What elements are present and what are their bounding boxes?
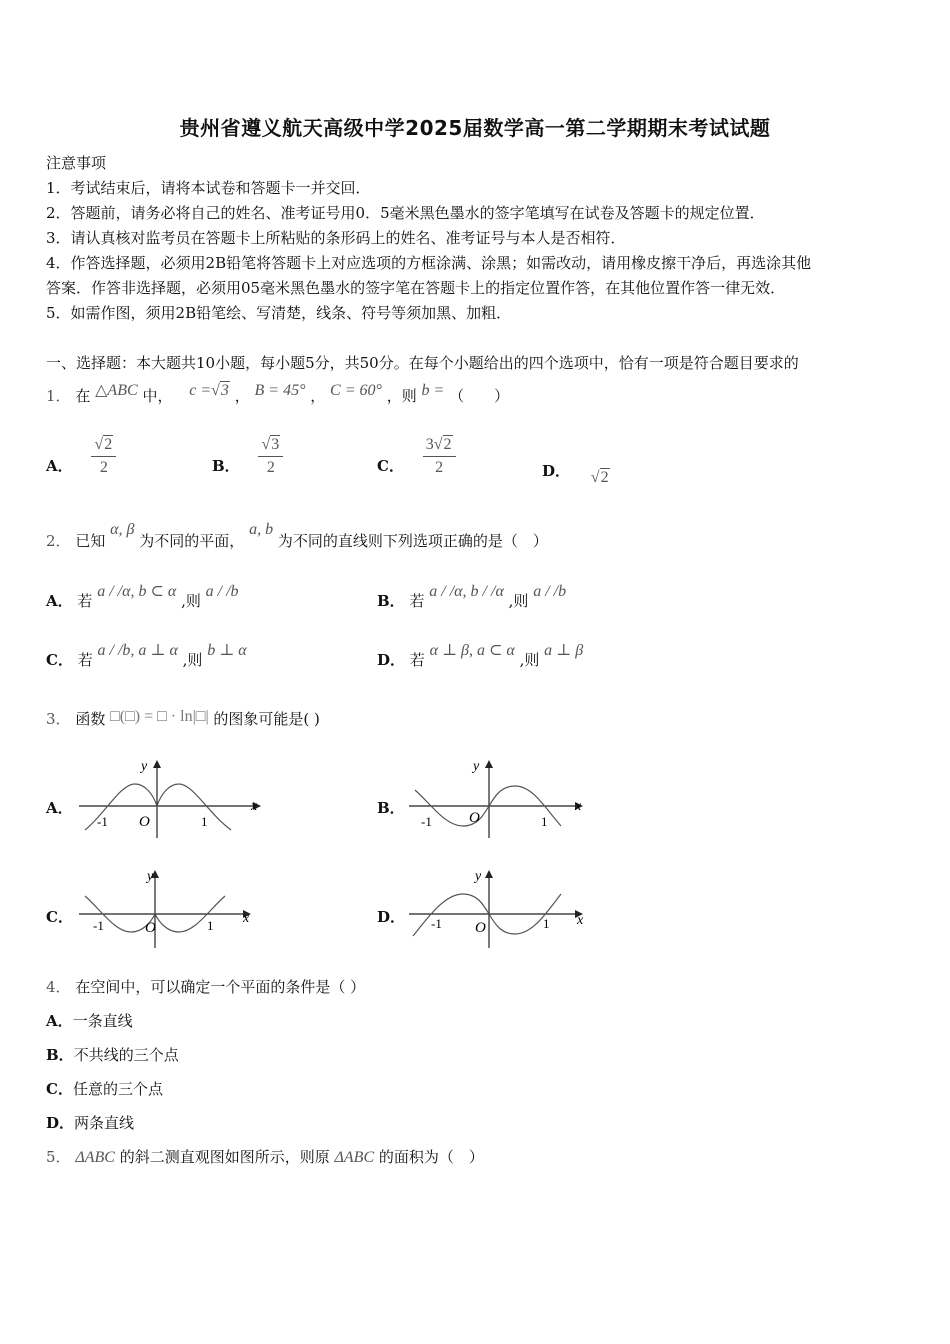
origin-label: O	[139, 814, 150, 830]
y-axis-arrow	[485, 870, 493, 878]
q1-b-fraction: $\frac{√3}{2}$	[258, 434, 283, 479]
y-label: y	[141, 759, 148, 774]
q3-graph-d[interactable]	[405, 862, 595, 952]
y-axis-arrow	[485, 760, 493, 768]
q4-option-b[interactable]: B．不共线的三个点	[46, 1046, 179, 1064]
origin-label: O	[469, 810, 480, 826]
q3-option-b-label[interactable]: B．	[377, 799, 405, 817]
q3-option-a-label[interactable]: A．	[46, 799, 73, 817]
y-label: y	[147, 869, 154, 884]
tick-pos-one: 1	[207, 918, 214, 933]
x-label: x	[243, 911, 250, 926]
tick-neg-one: -1	[421, 814, 432, 829]
q3-function: □(□) = □ · ln|□|	[110, 708, 209, 725]
tick-neg-one: -1	[93, 918, 104, 933]
q1-triangle: △ABC	[95, 382, 138, 399]
q2-option-d[interactable]: D． 若 α ⊥ β, a ⊂ α ,则 a ⊥ β	[377, 642, 584, 669]
q1-option-b[interactable]: B． $\frac{√3}{2}$	[212, 434, 283, 479]
notice-item-4: 4．作答选择题，必须用2B铅笔将答题卡上对应选项的方框涂满、涂黑；如需改动，请用橡皮擦干净后，再选涂其他	[46, 254, 812, 272]
q2-number: 2．	[46, 532, 71, 550]
q4-option-a[interactable]: A．一条直线	[46, 1012, 133, 1030]
q5-triangle-1: ΔABC	[75, 1149, 115, 1166]
q3-option-c-label[interactable]: C．	[46, 908, 73, 926]
q2-option-b[interactable]: B． 若 a / /α, b / /α ,则 a / /b	[377, 583, 567, 610]
tick-neg-one: -1	[431, 916, 442, 931]
notice-item-1: 1．考试结束后，请将本试卷和答题卡一并交回．	[46, 179, 371, 197]
q3-graph-c[interactable]	[75, 862, 265, 952]
y-axis-arrow	[153, 760, 161, 768]
q3-graph-a[interactable]	[75, 752, 265, 842]
x-label: x	[577, 913, 584, 928]
q1-d-sqrt: √2	[590, 469, 609, 486]
q1-option-a[interactable]: A． $\frac{√2}{2}$	[46, 434, 116, 479]
origin-label: O	[145, 920, 156, 936]
notice-item-4-cont: 答案．作答非选择题，必须用05毫米黑色墨水的签字笔在答题卡上的指定位置作答，在其他位置作答一律无效．	[46, 279, 786, 297]
section-heading: 一、选择题：本大题共10小题，每小题5分，共50分。在每个小题给出的四个选项中，恰有一项是符合题目要求的	[46, 354, 799, 372]
y-label: y	[473, 759, 480, 774]
x-label: x	[575, 799, 582, 814]
q1-c-eq: c =√3	[189, 382, 229, 399]
q1-option-c[interactable]: C． $\frac{3√2}{2}$	[377, 434, 456, 479]
q1-number: 1．	[46, 387, 71, 405]
tick-pos-one: 1	[543, 916, 550, 931]
q1-c-fraction: $\frac{3√2}{2}$	[423, 434, 456, 479]
tick-pos-one: 1	[541, 814, 548, 829]
tick-pos-one: 1	[201, 814, 208, 829]
q5-triangle-2: ΔABC	[334, 1149, 375, 1166]
q4-option-d[interactable]: D．两条直线	[46, 1114, 135, 1132]
q2-option-c[interactable]: C． 若 a / /b, a ⊥ α ,则 b ⊥ α	[46, 642, 247, 669]
q4-stem: 4． 在空间中，可以确定一个平面的条件是（ ）	[46, 978, 366, 996]
q1-C-eq: C = 60°	[330, 382, 382, 399]
q4-option-c[interactable]: C．任意的三个点	[46, 1080, 163, 1098]
page-title: 贵州省遵义航天高级中学2025届数学高一第二学期期末考试试题	[179, 116, 771, 140]
q1-option-d[interactable]: D． √2	[542, 462, 609, 486]
q5-number: 5．	[46, 1148, 71, 1166]
origin-label: O	[475, 920, 486, 936]
notice-heading: 注意事项	[46, 154, 107, 172]
q3-option-d-label[interactable]: D．	[377, 908, 406, 926]
q3-stem: 3． 函数 □(□) = □ · ln|□| 的图象可能是( )	[46, 708, 320, 728]
q5-stem: 5． ΔABC 的斜二测直观图如图所示，则原 ΔABC 的面积为（ ）	[46, 1148, 484, 1166]
q4-number: 4．	[46, 978, 71, 996]
q2-option-a[interactable]: A． 若 a / /α, b ⊂ α ,则 a / /b	[46, 583, 239, 610]
y-label: y	[475, 869, 482, 884]
q2-lines: a, b	[249, 521, 274, 538]
q2-stem: 2． 已知 α, β 为不同的平面， a, b 为不同的直线则下列选项正确的是（ ）	[46, 521, 548, 550]
notice-item-5: 5．如需作图，须用2B铅笔绘、写清楚，线条、符号等须加黑、加粗．	[46, 304, 512, 322]
notice-item-3: 3．请认真核对监考员在答题卡上所粘贴的条形码上的姓名、准考证号与本人是否相符．	[46, 229, 626, 247]
q3-graph-b[interactable]	[405, 752, 595, 842]
notice-item-2: 2．答题前，请务必将自己的姓名、准考证号用0．5毫米黑色墨水的签字笔填写在试卷及答题卡的规定位置．	[46, 204, 765, 222]
q2-planes: α, β	[110, 521, 135, 538]
q1-B-eq: B = 45°	[254, 382, 306, 399]
q1-b-eq: b =	[421, 382, 445, 399]
x-label: x	[251, 799, 258, 814]
q1-stem: 1． 在 △ABC 中， c =√3 ， B = 45° ， C = 60° ，则 b = （ ）	[46, 382, 510, 405]
q1-a-fraction: $\frac{√2}{2}$	[91, 434, 116, 479]
q3-number: 3．	[46, 710, 71, 728]
tick-neg-one: -1	[97, 814, 108, 829]
